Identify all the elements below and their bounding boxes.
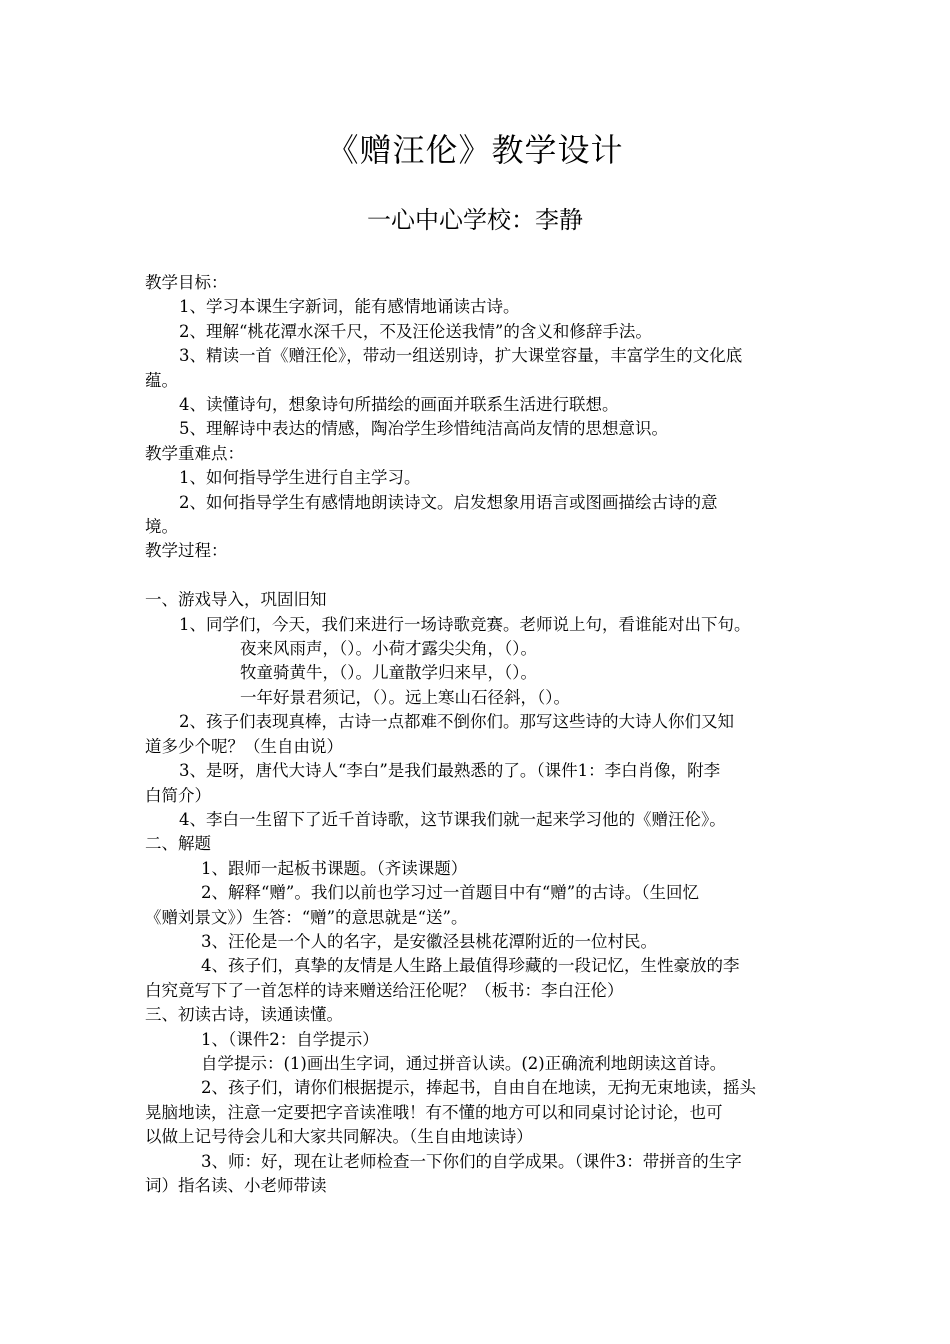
section-heading: 三、初读古诗，读通读懂。 (145, 1005, 343, 1025)
section-paragraph-continuation: 以做上记号待会儿和大家共同解决。（生自由地读诗） (145, 1127, 533, 1147)
section-paragraph: 2、孩子们，请你们根据提示，捧起书，自由自在地读，无拘无束地读，摇头 (201, 1078, 756, 1098)
goal-item: 1、学习本课生字新词，能有感情地诵读古诗。 (179, 297, 520, 317)
document-author: 一心中心学校：李静 (367, 206, 583, 234)
section-paragraph: 3、师：好，现在让老师检查一下你们的自学成果。（课件3：带拼音的生字 (201, 1151, 742, 1171)
goal-item-continuation: 蕴。 (145, 370, 178, 390)
section-paragraph: 3、是呀，唐代大诗人“李白”是我们最熟悉的了。（课件1：李白肖像，附李 (179, 761, 721, 781)
key-point-item-continuation: 境。 (145, 517, 178, 537)
goal-item: 3、精读一首《赠汪伦》，带动一组送别诗，扩大课堂容量，丰富学生的文化底 (179, 346, 743, 366)
poem-line: 牧童骑黄牛，（）。儿童散学归来早，（）。 (240, 663, 537, 683)
key-points-heading: 教学重难点： (145, 443, 244, 463)
section-paragraph: 自学提示：(1)画出生字词，通过拼音认读。(2)正确流利地朗读这首诗。 (201, 1053, 727, 1073)
section-paragraph: 1、同学们，今天，我们来进行一场诗歌竞赛。老师说上句，看谁能对出下句。 (179, 614, 751, 634)
section-paragraph: 3、汪伦是一个人的名字，是安徽泾县桃花潭附近的一位村民。 (201, 931, 657, 951)
section-paragraph-continuation: 《赠刘景文》）生答：“赠”的意思就是“送”。 (145, 907, 468, 927)
section-paragraph: 4、孩子们，真挚的友情是人生路上最值得珍藏的一段记忆，生性豪放的李 (201, 956, 740, 976)
section-paragraph: 2、解释“赠”。我们以前也学习过一首题目中有“赠”的古诗。（生回忆 (201, 883, 699, 903)
process-heading: 教学过程： (145, 541, 228, 561)
document-body (145, 271, 810, 1198)
goals-heading: 教学目标： (145, 273, 228, 292)
key-point-item: 1、如何指导学生进行自主学习。 (179, 468, 421, 488)
goal-item: 4、读懂诗句，想象诗句所描绘的画面并联系生活进行联想。 (179, 395, 619, 415)
section-heading: 一、游戏导入，巩固旧知 (145, 590, 327, 610)
goal-item: 5、理解诗中表达的情感，陶冶学生珍惜纯洁高尚友情的思想意识。 (179, 419, 668, 439)
section-paragraph: 2、孩子们表现真棒，古诗一点都难不倒你们。那写这些诗的大诗人你们又知 (179, 712, 734, 732)
section-paragraph: 4、李白一生留下了近千首诗歌，这节课我们就一起来学习他的《赠汪伦》。 (179, 809, 726, 829)
section-paragraph: 1、（课件2：自学提示） (201, 1029, 379, 1049)
section-paragraph-continuation: 晃脑地读，注意一定要把字音读准哦！有不懂的地方可以和同桌讨论讨论，也可 (145, 1102, 723, 1122)
poem-line: 一年好景君须记，（）。远上寒山石径斜，（）。 (240, 687, 570, 707)
section-paragraph-continuation: 道多少个呢？（生自由说） (145, 736, 343, 756)
poem-line: 夜来风雨声，（）。小荷才露尖尖角，（）。 (240, 639, 537, 659)
section-paragraph-continuation: 白究竟写下了一首怎样的诗来赠送给汪伦呢？（板书：李白汪伦） (145, 980, 624, 1000)
section-paragraph-continuation: 白简介） (145, 785, 211, 805)
blank-line (145, 564, 810, 588)
key-point-item: 2、如何指导学生有感情地朗读诗文。启发想象用语言或图画描绘古诗的意 (179, 492, 718, 512)
document-title: 《赠汪伦》教学设计 (326, 131, 624, 169)
section-paragraph-continuation: 词）指名读、小老师带读 (145, 1176, 327, 1196)
goal-item: 2、理解“桃花潭水深千尺，不及汪伦送我情”的含义和修辞手法。 (179, 321, 652, 341)
section-heading: 二、解题 (145, 834, 211, 854)
section-paragraph: 1、跟师一起板书课题。（齐读课题） (201, 858, 468, 878)
